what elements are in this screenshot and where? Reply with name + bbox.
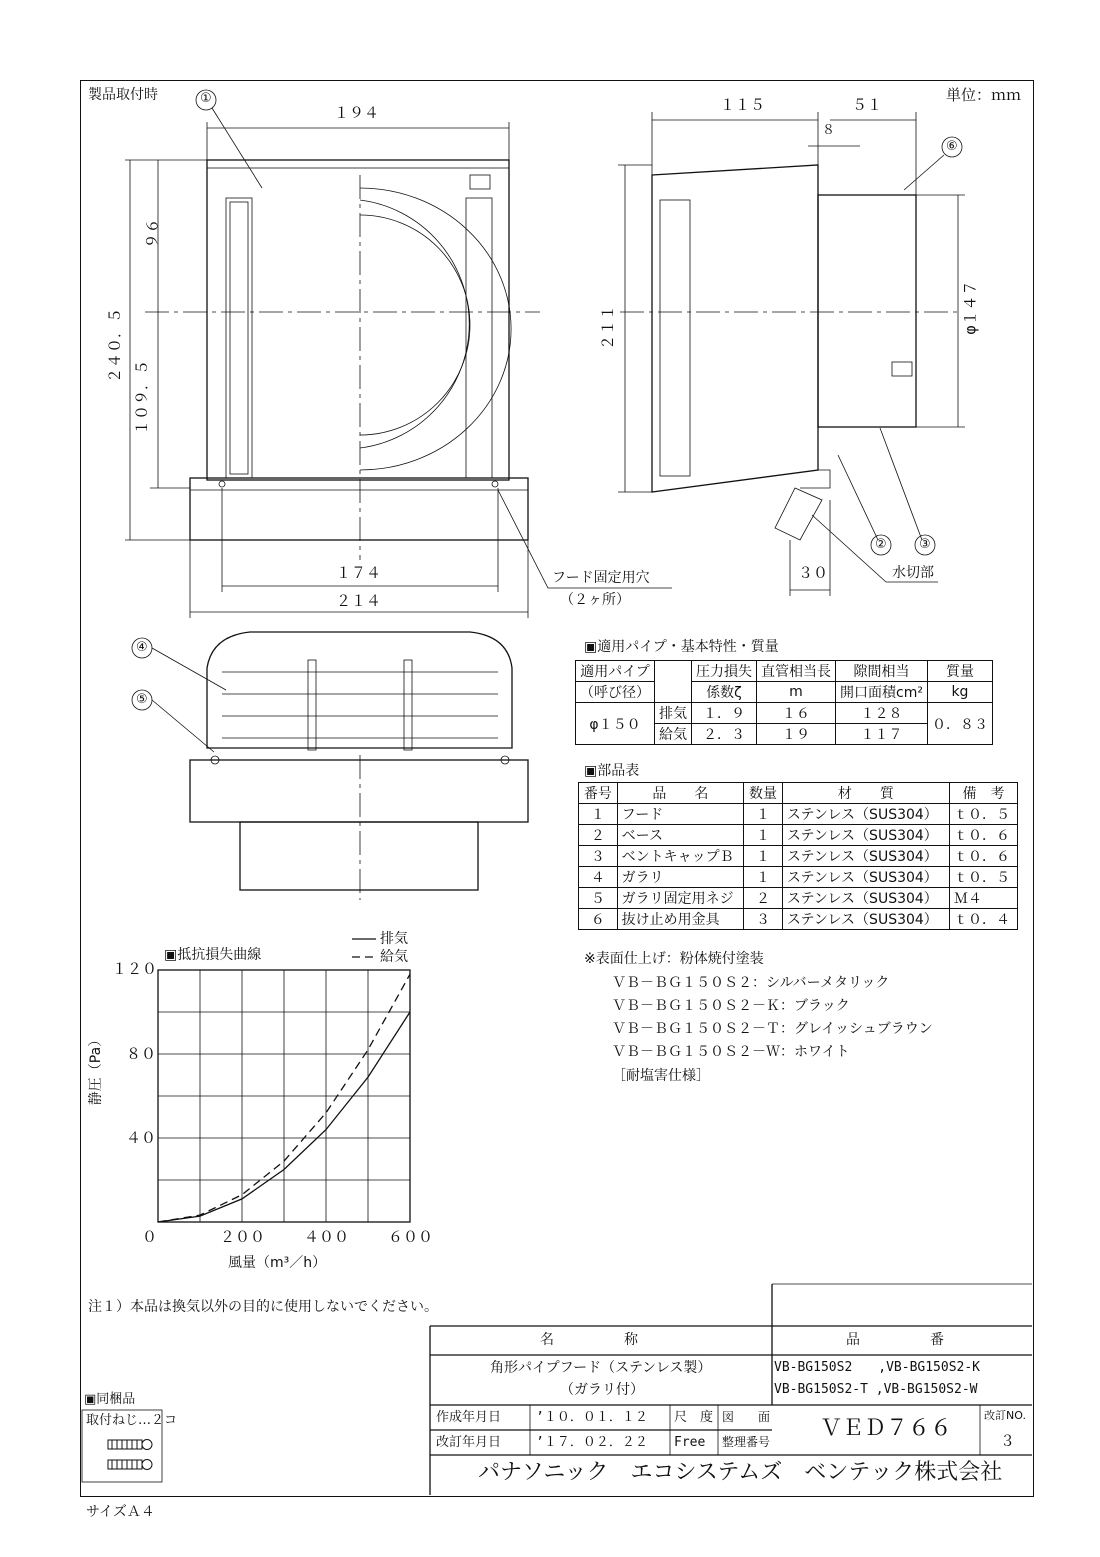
hole-note: フード固定用穴	[552, 570, 650, 586]
parts-cell: ２	[579, 825, 618, 846]
side-view	[618, 112, 965, 596]
parts-cell: ｔ０．５	[950, 804, 1018, 825]
dim-96: ９６	[143, 218, 162, 249]
parts-h-material: 材 質	[782, 783, 949, 804]
dim-30: ３０	[798, 564, 829, 582]
dim-211: ２１１	[599, 304, 618, 351]
callout-2: ②	[875, 537, 887, 552]
parts-cell: １	[579, 804, 618, 825]
revision-label: 改訂NO.	[984, 1409, 1026, 1422]
parts-h-no: 番号	[579, 783, 618, 804]
drip-label: 水切部	[892, 565, 934, 581]
parts-row	[579, 825, 1018, 846]
spec-zeta-2: ２．３	[692, 724, 757, 745]
parts-cell: ｔ０．５	[950, 867, 1018, 888]
parts-cell: ｔ０．６	[950, 846, 1018, 867]
drawing-label-1: 図 面	[722, 1410, 771, 1424]
parts-cell: ｔ０．４	[950, 909, 1018, 930]
parts-cell: ｔ０．６	[950, 825, 1018, 846]
scale-value: Free	[674, 1435, 706, 1450]
callout-3: ③	[919, 537, 931, 552]
spec-area-2: １１７	[836, 724, 928, 745]
parts-cell: ３	[744, 909, 783, 930]
finish-note-2: ＶＢ－ＢＧ１５０Ｓ２－Ｋ：ブラック	[612, 998, 850, 1014]
parts-h-remark: 備 考	[950, 783, 1018, 804]
dim-109-5: １０９．５	[133, 359, 152, 436]
parts-cell: ４	[579, 867, 618, 888]
spec-h-pipe2: （呼び径）	[576, 682, 655, 703]
finish-note-4: ＶＢ－ＢＧ１５０Ｓ２－Ｗ：ホワイト	[612, 1044, 850, 1060]
spec-h-len: 直管相当長	[757, 661, 836, 682]
parts-cell: ガラリ固定用ネジ	[617, 888, 743, 909]
dim-214: ２１４	[336, 592, 382, 610]
spec-mode-1: 排気	[655, 703, 692, 724]
spec-table-title: ▣適用パイプ・基本特性・質量	[584, 639, 779, 655]
dim-8: ８	[822, 123, 836, 138]
spec-area-1: １２８	[836, 703, 928, 724]
dim-194: １９４	[334, 104, 380, 122]
parts-row	[579, 888, 1018, 909]
spec-mode-2: 給気	[655, 724, 692, 745]
x-tick-0: ０	[142, 1228, 158, 1246]
parts-row	[579, 804, 1018, 825]
usage-note: 注１）本品は換気以外の目的に使用しないでください。	[88, 1299, 438, 1315]
callout-6: ⑥	[946, 139, 958, 154]
parts-cell: ６	[579, 909, 618, 930]
parts-table-title: ▣部品表	[584, 763, 640, 779]
parts-cell: ステンレス（SUS304）	[782, 888, 949, 909]
dim-240-5: ２４０．５	[106, 307, 125, 384]
header-label: 製品取付時	[88, 87, 158, 103]
spec-h-zeta: 係数ζ	[692, 682, 757, 703]
spec-h-pipe: 適用パイプ	[576, 661, 655, 682]
dim-115: １１５	[720, 96, 766, 114]
accessory-title: ▣同梱品	[84, 1392, 136, 1407]
y-axis-label: 静圧（Pa）	[88, 1032, 105, 1106]
legend-exhaust: 排気	[380, 931, 408, 947]
parts-cell: ５	[579, 888, 618, 909]
dim-147: φ１４７	[961, 280, 980, 335]
parts-cell: 抜け止め用金具	[617, 909, 743, 930]
parts-cell: ステンレス（SUS304）	[782, 825, 949, 846]
x-tick-200: ２００	[220, 1228, 266, 1246]
spec-h-gap: 隙間相当	[836, 661, 928, 682]
parts-h-qty: 数量	[744, 783, 783, 804]
chart-area	[158, 939, 410, 1222]
parts-row	[579, 909, 1018, 930]
scale-label: 尺 度	[674, 1410, 714, 1425]
parts-table	[578, 782, 1018, 930]
callout-4: ④	[136, 640, 148, 655]
codes-2: VB-BG150S2-T ,VB-BG150S2-W	[774, 1382, 978, 1397]
y-tick-120: １２０	[112, 960, 158, 978]
spec-len-1: １６	[757, 703, 836, 724]
parts-cell: １	[744, 804, 783, 825]
parts-cell: ステンレス（SUS304）	[782, 909, 949, 930]
x-tick-400: ４００	[304, 1228, 350, 1246]
finish-note-3: ＶＢ－ＢＧ１５０Ｓ２－Ｔ：グレイッシュブラウン	[612, 1021, 933, 1037]
y-tick-40: ４０	[126, 1129, 157, 1147]
legend-supply: 給気	[380, 949, 408, 965]
spec-table	[575, 660, 993, 745]
parts-cell: ステンレス（SUS304）	[782, 846, 949, 867]
code-label: 品 番	[846, 1332, 944, 1348]
parts-cell: Ｍ４	[950, 888, 1018, 909]
parts-cell: ステンレス（SUS304）	[782, 804, 949, 825]
spec-h-loss: 圧力損失	[692, 661, 757, 682]
drawing-label-2: 整理番号	[722, 1435, 771, 1449]
parts-cell: ガラリ	[617, 867, 743, 888]
callout-5: ⑤	[136, 692, 148, 707]
name-label: 名 称	[540, 1332, 638, 1348]
created-label: 作成年月日	[436, 1410, 502, 1425]
louver-view	[132, 632, 528, 900]
finish-note-1: ＶＢ－ＢＧ１５０Ｓ２：シルバーメタリック	[612, 975, 890, 991]
parts-cell: ステンレス（SUS304）	[782, 867, 949, 888]
chart-title: ▣抵抗損失曲線	[164, 947, 262, 963]
hole-count: （２ヶ所）	[560, 592, 630, 608]
parts-row	[579, 846, 1018, 867]
parts-row	[579, 867, 1018, 888]
screw-icon	[106, 1436, 156, 1476]
parts-cell: ３	[579, 846, 618, 867]
revision-number: ３	[1000, 1432, 1016, 1450]
spec-h-mass: 質量	[927, 661, 992, 682]
created-date: ’１０．０１．１２	[536, 1410, 648, 1425]
codes-1: VB-BG150S2 ,VB-BG150S2-K	[774, 1360, 981, 1375]
parts-cell: １	[744, 867, 783, 888]
dim-174: １７４	[336, 564, 382, 582]
finish-note-0: ※表面仕上げ：粉体焼付塗装	[584, 951, 764, 967]
front-view	[125, 90, 672, 618]
parts-cell: ベース	[617, 825, 743, 846]
x-axis-label: 風量（m³／h）	[228, 1255, 327, 1271]
parts-cell: １	[744, 825, 783, 846]
x-tick-600: ６００	[388, 1228, 434, 1246]
parts-cell: ベントキャップＢ	[617, 846, 743, 867]
product-name-1: 角形パイプフード（ステンレス製）	[490, 1360, 712, 1376]
company-name: パナソニック エコシステムズ ベンテック株式会社	[478, 1460, 1003, 1485]
spec-h-m: m	[757, 682, 836, 703]
revised-label: 改訂年月日	[436, 1435, 502, 1450]
parts-cell: フード	[617, 804, 743, 825]
parts-cell: １	[744, 846, 783, 867]
drawing-number: ＶＥＤ７６６	[820, 1416, 953, 1441]
dim-51: ５１	[852, 96, 883, 114]
revised-date: ’１７．０２．２２	[536, 1435, 648, 1450]
product-name-2: （ガラリ付）	[560, 1382, 644, 1398]
finish-note-5: ［耐塩害仕様］	[612, 1068, 710, 1084]
spec-h-area: 開口面積cm²	[836, 682, 928, 703]
parts-cell: ２	[744, 888, 783, 909]
unit-label: 単位：ｍｍ	[946, 86, 1022, 104]
accessory-item: 取付ねじ…２コ	[86, 1413, 178, 1428]
callout-1: ①	[200, 91, 212, 106]
spec-h-kg: kg	[927, 682, 992, 703]
spec-len-2: １９	[757, 724, 836, 745]
y-tick-80: ８０	[126, 1045, 157, 1063]
spec-mass: ０．８３	[927, 703, 992, 745]
spec-zeta-1: １．９	[692, 703, 757, 724]
paper-size: サイズＡ４	[86, 1504, 155, 1520]
parts-h-name: 品 名	[617, 783, 743, 804]
spec-pipe: φ１５０	[576, 703, 655, 745]
